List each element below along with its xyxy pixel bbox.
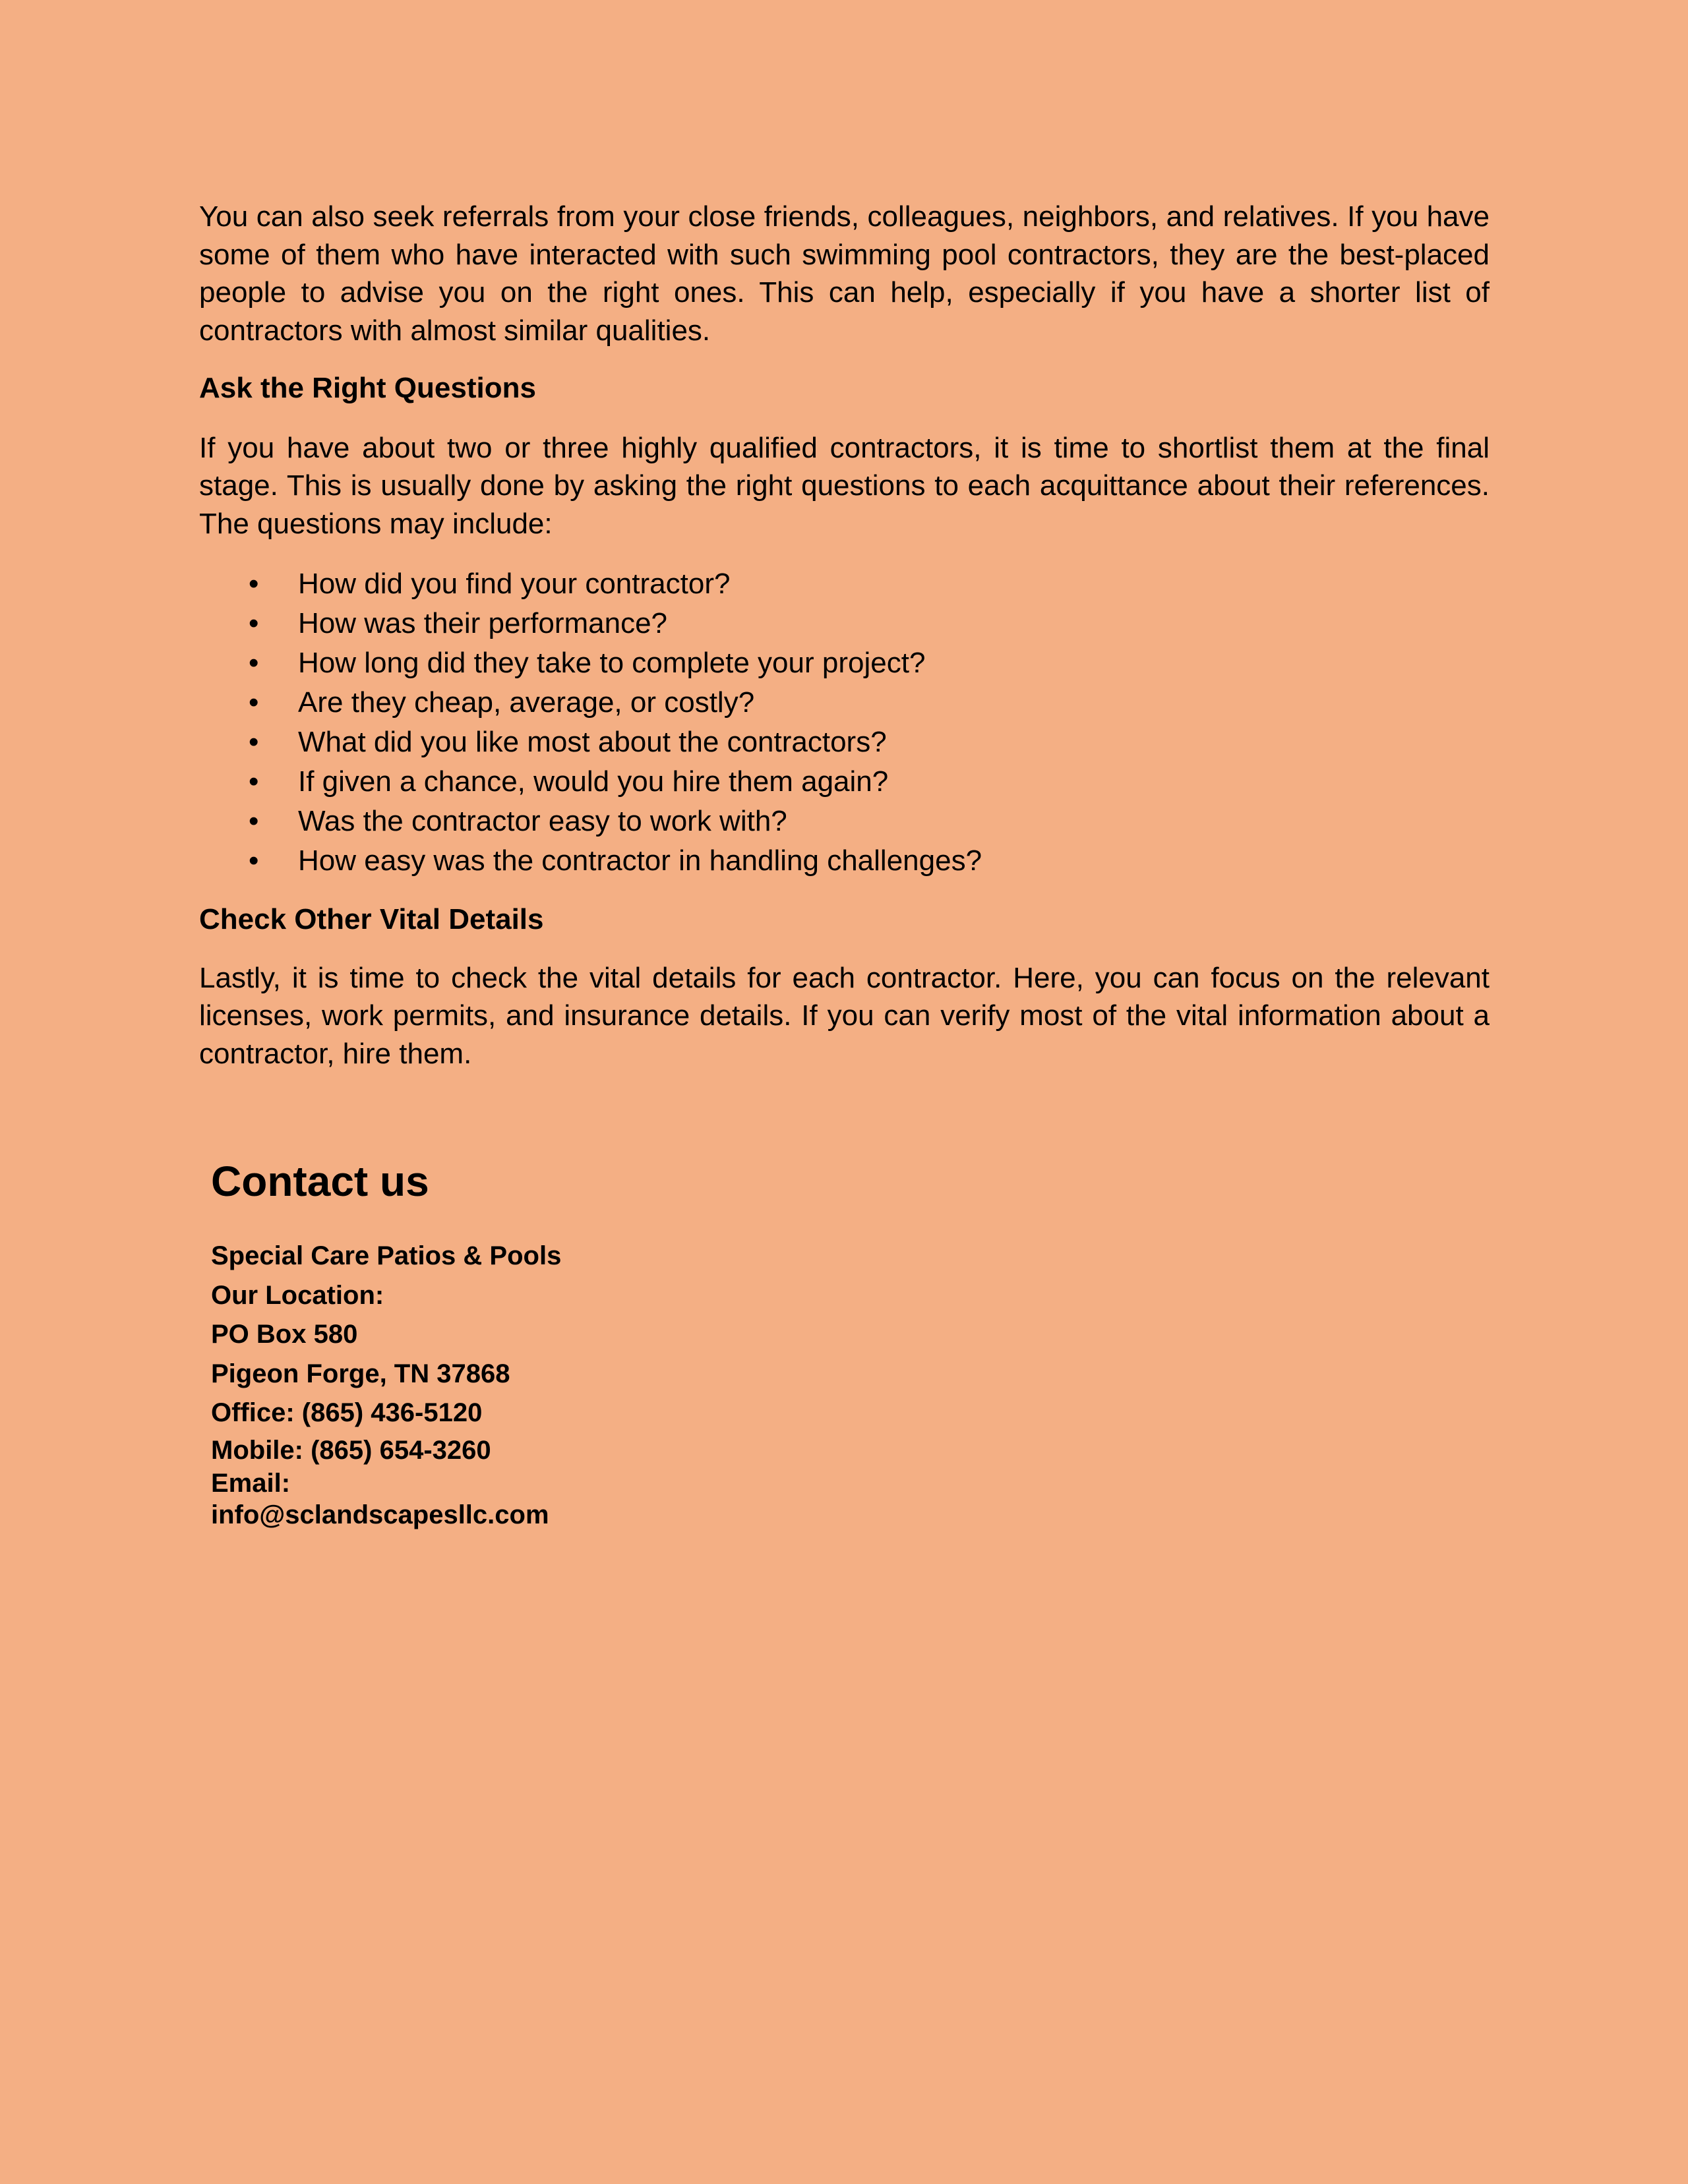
- bullet-icon: •: [249, 568, 259, 600]
- mobile-phone: Mobile: (865) 654-3260: [211, 1435, 491, 1465]
- section-heading-vital-details: Check Other Vital Details: [199, 903, 544, 935]
- po-box: PO Box 580: [211, 1320, 358, 1349]
- bullet-icon: •: [249, 844, 259, 877]
- list-item-text: What did you like most about the contractors?: [298, 726, 887, 758]
- location-label: Our Location:: [211, 1280, 384, 1310]
- questions-list: [199, 564, 1490, 881]
- list-item-text: How long did they take to complete your project?: [298, 647, 926, 679]
- office-phone: Office: (865) 436-5120: [211, 1398, 483, 1427]
- contact-title: Contact us: [211, 1158, 429, 1205]
- email-address: info@sclandscapesllc.com: [211, 1500, 549, 1529]
- list-item: [199, 564, 1490, 604]
- list-item: [199, 841, 1490, 881]
- contact-section: [211, 1155, 1002, 1531]
- bullet-icon: •: [249, 647, 259, 679]
- list-item-text: Was the contractor easy to work with?: [298, 805, 787, 837]
- list-item: [199, 723, 1490, 762]
- list-item: [199, 683, 1490, 723]
- section-paragraph-ask-questions: If you have about two or three highly qualified contractors, it is time to shortlist them at the final stage. This is usually done by asking the right questions to each acquittance about their references. The questions may include:: [199, 431, 1490, 540]
- section-paragraph-vital-details: Lastly, it is time to check the vital details for each contractor. Here, you can focus on the relevant licenses, work permits, and insurance details. If you can verify most of the vital information about a contractor, hire them.: [199, 961, 1490, 1070]
- city-state-zip: Pigeon Forge, TN 37868: [211, 1359, 510, 1388]
- list-item-text: How easy was the contractor in handling challenges?: [298, 844, 982, 877]
- bullet-icon: •: [249, 607, 259, 639]
- bullet-icon: •: [249, 805, 259, 837]
- list-item-text: Are they cheap, average, or costly?: [298, 686, 755, 719]
- list-item: [199, 604, 1490, 643]
- list-item-text: How did you find your contractor?: [298, 568, 731, 600]
- intro-paragraph: You can also seek referrals from your close friends, colleagues, neighbors, and relatives. If you have some of them who have interacted with such swimming pool contractors, they are the best-placed people to advise you on the right ones. This can help, especially if you have a shorter list of contractors with almost similar qualities.: [199, 200, 1490, 347]
- email-label: Email:: [211, 1468, 291, 1498]
- list-item-text: If given a chance, would you hire them again?: [298, 765, 889, 798]
- list-item: [199, 802, 1490, 841]
- bullet-icon: •: [249, 726, 259, 758]
- list-item: [199, 762, 1490, 802]
- list-item: [199, 643, 1490, 683]
- list-item-text: How was their performance?: [298, 607, 668, 639]
- bullet-icon: •: [249, 765, 259, 798]
- company-name: Special Care Patios & Pools: [211, 1241, 562, 1270]
- section-heading-ask-questions: Ask the Right Questions: [199, 372, 536, 404]
- bullet-icon: •: [249, 686, 259, 719]
- article-body: [199, 198, 1490, 1073]
